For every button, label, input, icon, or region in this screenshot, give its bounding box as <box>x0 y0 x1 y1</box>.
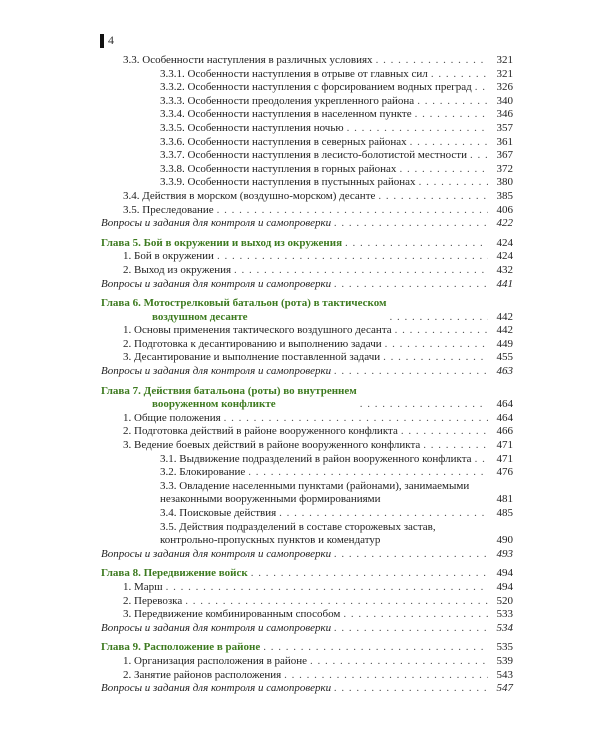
toc-entry[interactable] <box>101 655 513 669</box>
dot-leader <box>217 250 488 264</box>
toc-entry-title: Глава 5. Бой в окружении и выход из окружения <box>101 236 343 249</box>
toc-page-number: 441 <box>496 277 513 290</box>
dot-leader <box>423 439 488 453</box>
toc-entry[interactable] <box>101 204 513 218</box>
toc-entry[interactable] <box>101 581 513 595</box>
toc-entry-title: 2. Подготовка действий в районе вооруженного конфликта <box>123 425 398 438</box>
toc-page-number: 422 <box>496 217 513 230</box>
toc-entry[interactable] <box>101 324 513 338</box>
toc-chapter[interactable] <box>101 237 513 251</box>
toc-entry[interactable] <box>101 439 513 453</box>
dot-leader <box>279 507 488 521</box>
toc-entry-title: Вопросы и задания для контроля и самопроверки <box>101 365 332 378</box>
dot-leader <box>378 190 488 204</box>
toc-entry-title: 3. Ведение боевых действий в районе вооруженного конфликта <box>123 439 421 452</box>
dot-leader <box>334 365 488 379</box>
toc-entry[interactable] <box>101 521 513 548</box>
toc-page-number: 463 <box>496 365 513 378</box>
dot-leader <box>334 548 488 562</box>
dot-leader <box>419 176 488 190</box>
toc-entry-title: Глава 7. Действия батальона (роты) во внутреннем <box>101 384 357 397</box>
toc-page-number: 385 <box>496 189 513 202</box>
dot-leader <box>284 669 488 683</box>
toc-review-questions[interactable] <box>101 622 513 636</box>
dot-leader <box>360 398 488 412</box>
toc-chapter[interactable] <box>101 567 513 581</box>
toc-entry[interactable] <box>101 669 513 683</box>
toc-entry-title: 3.3.3. Особенности преодоления укрепленного района <box>160 94 415 107</box>
page-number: 4 <box>108 33 114 47</box>
toc-entry-title: 3.3.2. Особенности наступления с форсированием водных преград <box>160 81 472 94</box>
toc-page-number: 372 <box>496 162 513 175</box>
toc-entry[interactable] <box>101 480 513 507</box>
toc-entry-title: 3.5. Действия подразделений в составе сторожевых застав, контрольно-пропускных пунктов и комендатур <box>160 520 436 547</box>
toc-page-number: 533 <box>496 608 513 621</box>
toc-entry-title: 3. Передвижение комбинированным способом <box>123 608 341 621</box>
toc-chapter[interactable] <box>101 641 513 655</box>
dot-leader <box>166 581 488 595</box>
toc-entry-title-continued: вооруженном конфликте <box>152 398 276 411</box>
dot-leader <box>263 641 488 655</box>
dot-leader <box>185 595 488 609</box>
toc-page-number: 547 <box>496 682 513 695</box>
toc-review-questions[interactable] <box>101 682 513 696</box>
toc-page-number: 464 <box>496 411 513 424</box>
toc-page-number: 455 <box>496 351 513 364</box>
toc-entry[interactable] <box>101 264 513 278</box>
toc-page-number: 346 <box>496 108 513 121</box>
dot-leader <box>431 68 488 82</box>
dot-leader <box>401 425 488 439</box>
dot-leader <box>417 95 488 109</box>
toc-entry[interactable] <box>101 122 513 136</box>
dot-leader <box>224 412 488 426</box>
toc-page-number: 442 <box>496 324 513 337</box>
toc-entry[interactable] <box>101 149 513 163</box>
toc-entry[interactable] <box>101 608 513 622</box>
toc-page-number: 406 <box>496 203 513 216</box>
dot-leader <box>345 237 488 251</box>
dot-leader <box>343 608 488 622</box>
toc-page-number: 321 <box>496 67 513 80</box>
toc-page-number: 471 <box>496 439 513 452</box>
toc-entry-title: 3. Десантирование и выполнение поставленной задачи <box>123 351 381 364</box>
toc-entry[interactable] <box>101 425 513 439</box>
toc-entry-title: 1. Общие положения <box>123 411 221 424</box>
dot-leader <box>248 466 488 480</box>
dot-leader <box>390 311 489 325</box>
dot-leader <box>475 453 488 467</box>
toc-entry-title: 3.3.1. Особенности наступления в отрыве от главных сил <box>160 67 428 80</box>
toc-entry-title: 2. Занятие районов расположения <box>123 668 282 681</box>
toc-entry[interactable] <box>101 338 513 352</box>
dot-leader <box>475 81 488 95</box>
dot-leader <box>234 264 488 278</box>
toc-page-number: 471 <box>496 452 513 465</box>
toc-chapter[interactable] <box>101 385 513 412</box>
toc-page-number: 442 <box>496 310 513 323</box>
toc-entry-title: 2. Перевозка <box>123 594 183 607</box>
dot-leader <box>395 324 488 338</box>
toc-entry-title: Глава 8. Передвижение войск <box>101 567 248 580</box>
toc-page-number: 534 <box>496 621 513 634</box>
toc-page-number: 361 <box>496 135 513 148</box>
toc-entry[interactable] <box>101 190 513 204</box>
toc-entry-title: 2. Выход из окружения <box>123 263 232 276</box>
toc-entry[interactable] <box>101 351 513 365</box>
toc-page-number: 340 <box>496 94 513 107</box>
toc-page-number: 543 <box>496 668 513 681</box>
toc-entry[interactable] <box>101 453 513 467</box>
toc-page-number: 432 <box>496 263 513 276</box>
toc-entry-title: Глава 9. Расположение в районе <box>101 641 261 654</box>
toc-entry-title: 1. Марш <box>123 580 163 593</box>
toc-entry-title: 3.3.6. Особенности наступления в северных районах <box>160 135 407 148</box>
toc-page-number: 424 <box>496 250 513 263</box>
toc-entry-title: 3.1. Выдвижение подразделений в район вооруженного конфликта <box>160 452 472 465</box>
toc-entry-title: Глава 6. Мотострелковый батальон (рота) в тактическом <box>101 297 387 310</box>
toc-entry-title: 3.2. Блокирование <box>160 466 246 479</box>
dot-leader <box>347 122 488 136</box>
toc-entry-title: 1. Основы применения тактического воздушного десанта <box>123 324 392 337</box>
toc-entry-title: 3.3.8. Особенности наступления в горных районах <box>160 162 397 175</box>
toc-page-number: 466 <box>496 425 513 438</box>
toc-page-number: 449 <box>496 337 513 350</box>
toc-entry[interactable] <box>101 163 513 177</box>
toc-review-questions[interactable] <box>101 548 513 562</box>
dot-leader <box>334 622 488 636</box>
toc-review-questions[interactable] <box>101 217 513 231</box>
dot-leader <box>334 682 488 696</box>
dot-leader <box>334 217 488 231</box>
toc-entry[interactable] <box>101 95 513 109</box>
page-marker <box>100 34 104 48</box>
toc-entry[interactable] <box>101 412 513 426</box>
toc-page-number: 520 <box>496 594 513 607</box>
toc-page-number: 493 <box>496 547 513 560</box>
toc-page-number: 485 <box>496 507 513 519</box>
toc-entry[interactable] <box>101 466 513 480</box>
toc-entry[interactable] <box>101 68 513 82</box>
toc-entry-title: 2. Подготовка к десантированию и выполнению задачи <box>123 337 382 350</box>
toc-entry-title: 1. Бой в окружении <box>123 250 214 263</box>
toc-page-number: 367 <box>496 149 513 162</box>
toc-entry[interactable] <box>101 250 513 264</box>
toc-page-number: 494 <box>496 567 513 580</box>
toc-page-number: 476 <box>496 466 513 479</box>
toc-entry-title: 3.4. Действия в морском (воздушно-морском) десанте <box>123 189 376 202</box>
dot-leader <box>217 204 488 218</box>
toc-entry-title: 3.5. Преследование <box>123 203 214 216</box>
toc-page-number: 357 <box>496 121 513 134</box>
toc-entry-title: Вопросы и задания для контроля и самопроверки <box>101 277 332 290</box>
dot-leader <box>334 278 488 292</box>
toc-entry-title: 3.3.9. Особенности наступления в пустынных районах <box>160 176 416 189</box>
toc-review-questions[interactable] <box>101 365 513 379</box>
toc-page-number: 490 <box>496 534 513 547</box>
toc-page-number: 321 <box>496 54 513 66</box>
toc-entry-title: 3.3.5. Особенности наступления ночью <box>160 121 344 134</box>
toc-review-questions[interactable] <box>101 278 513 292</box>
toc-entry-title: Вопросы и задания для контроля и самопроверки <box>101 682 332 695</box>
toc-page-number: 464 <box>496 398 513 411</box>
toc-page-number: 424 <box>496 236 513 249</box>
dot-leader <box>410 136 488 150</box>
toc-page-number: 380 <box>496 176 513 189</box>
toc-entry-title: 1. Организация расположения в районе <box>123 654 308 667</box>
dot-leader <box>376 54 488 68</box>
toc-page-number: 539 <box>496 654 513 667</box>
dot-leader <box>415 108 488 122</box>
toc-entry-title: 3.3. Овладение населенными пунктами (районами), занимаемыми незаконными вооруженными формированиями <box>160 479 470 506</box>
toc-entry[interactable] <box>101 136 513 150</box>
toc-entry[interactable] <box>101 176 513 190</box>
dot-leader <box>251 567 488 581</box>
toc-entry-title: 3.4. Поисковые действия <box>160 507 277 519</box>
toc-entry-title: Вопросы и задания для контроля и самопроверки <box>101 217 332 230</box>
toc-entry-title: 3.3.7. Особенности наступления в лесисто-болотистой местности <box>160 149 467 162</box>
dot-leader <box>385 338 488 352</box>
toc-entry-title: Вопросы и задания для контроля и самопроверки <box>101 621 332 634</box>
toc-entry[interactable] <box>101 595 513 609</box>
toc-entry-title: 3.3.4. Особенности наступления в населенном пункте <box>160 108 412 121</box>
table-of-contents <box>101 54 513 696</box>
toc-entry[interactable] <box>101 108 513 122</box>
toc-entry-title-continued: воздушном десанте <box>152 310 248 323</box>
dot-leader <box>310 655 488 669</box>
dot-leader <box>470 149 488 163</box>
toc-entry[interactable] <box>101 54 513 68</box>
dot-leader <box>399 163 488 177</box>
toc-page-number: 494 <box>496 580 513 593</box>
toc-entry[interactable] <box>101 507 513 521</box>
toc-page-number: 481 <box>496 493 513 506</box>
toc-chapter[interactable] <box>101 297 513 324</box>
dot-leader <box>383 351 488 365</box>
toc-entry[interactable] <box>101 81 513 95</box>
toc-page-number: 326 <box>496 81 513 94</box>
toc-entry-title: Вопросы и задания для контроля и самопроверки <box>101 547 332 560</box>
toc-page-number: 535 <box>496 641 513 654</box>
toc-entry-title: 3.3. Особенности наступления в различных условиях <box>123 54 373 66</box>
